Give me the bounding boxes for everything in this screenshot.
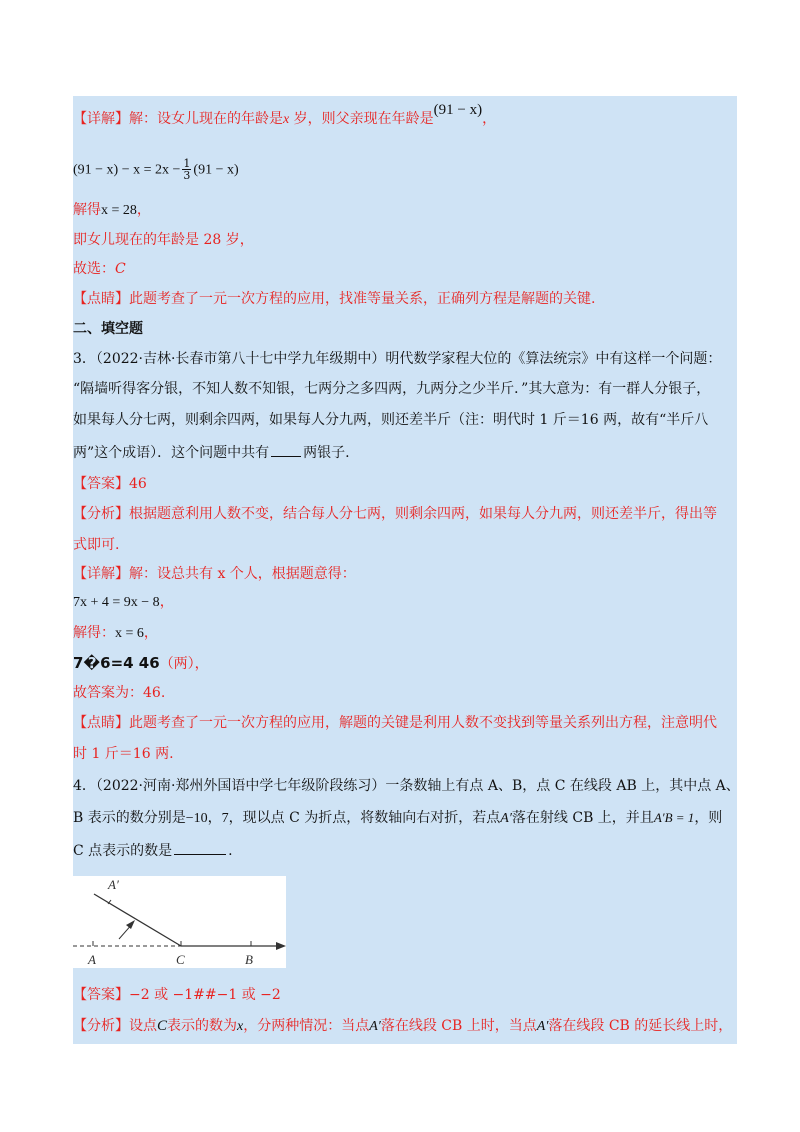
label-b: B (245, 952, 253, 967)
q4-stem-line2d: ，则 (694, 810, 723, 826)
q3-solve-eq: x = 6 (115, 626, 144, 641)
q2-solve-line (73, 200, 151, 221)
q3-analysis-text1: 根据题意利用人数不变，结合每人分七两，则剩余四两，如果每人分九两，则还差半斤，得出等 (129, 506, 717, 522)
q4-stem-aprime: A′ (500, 811, 512, 826)
q2-detail-var: x (283, 112, 290, 127)
q3-comment-line1 (73, 713, 717, 733)
q4-answer-line (73, 985, 281, 1005)
q2-frac-den: 3 (183, 169, 191, 182)
q3-eq1-comma: ， (159, 594, 174, 610)
q2-detail-line (73, 102, 497, 130)
q3-comment-line2: 时 1 斤＝16 两. (73, 746, 174, 762)
q3-comment-tag: 【点睛】 (73, 715, 129, 731)
q2-comment-tag: 【点睛】 (73, 291, 129, 307)
q2-solve-label: 解得 (73, 202, 101, 218)
q4-analysis-f: 落在线段 CB 的延长线上时， (548, 1018, 733, 1034)
q3-answer-value: 46 (129, 476, 147, 492)
q4-analysis-line (73, 1016, 732, 1037)
q3-detail-line (73, 564, 356, 584)
q2-detail-tag: 【详解】 (73, 111, 129, 127)
q3-stem-line4b: 两银子. (303, 445, 350, 461)
q2-detail-comma: ， (482, 111, 497, 127)
fold-arrow-head (126, 920, 135, 929)
q4-analysis-tag: 【分析】 (73, 1018, 129, 1034)
q3-stem-line4a: 两”这个成语）．这个问题中共有 (73, 445, 270, 461)
q4-stem-line3a: C 点表示的数是 (73, 843, 173, 859)
q2-detail-expr: (91 − x) (433, 102, 483, 118)
q4-stem-line3 (73, 840, 233, 861)
q3-answer-blank (271, 442, 301, 457)
q3-calc-unit: （两）， (159, 656, 209, 672)
q2-solve-comma: ， (136, 202, 151, 218)
q2-fraction (182, 158, 191, 181)
q3-equation-line (73, 592, 174, 613)
solution-content-area (73, 96, 740, 1044)
q2-comment-line (73, 289, 595, 309)
q4-analysis-b: 表示的数为 (167, 1018, 238, 1034)
q2-eq-left: (91 − x) − x = 2x − (73, 162, 181, 178)
label-a-prime: A′ (108, 877, 119, 892)
q3-answer-tag: 【答案】 (73, 476, 129, 492)
q2-choose-line (73, 259, 126, 279)
q4-analysis-x: x (237, 1019, 244, 1034)
q4-stem-line3b: . (228, 843, 233, 859)
q2-equation (73, 158, 239, 181)
number-line-diagram (73, 876, 286, 968)
folded-segment (94, 894, 181, 946)
label-c: C (176, 952, 185, 967)
q4-stem-line2b: ，现以点 C 为折点，将数轴向右对折，若点 (228, 810, 501, 826)
q4-analysis-a: 设点 (129, 1018, 157, 1034)
q4-analysis-e: 落在线段 CB 上时，当点 (380, 1018, 537, 1034)
q4-answer-blank (174, 840, 226, 855)
q4-stem-line2a: B 表示的数分别是 (73, 810, 186, 826)
q2-solve-eq: x = 28 (101, 203, 137, 218)
q3-eq1: 7x + 4 = 9x − 8 (73, 595, 160, 610)
q4-analysis-aprime1: A′ (369, 1019, 381, 1034)
section-heading: 二、填空题 (73, 321, 143, 337)
q2-choose-value: C (115, 261, 126, 277)
q3-stem-line2: “隔墙听得客分银，不知人数不知银，七两分之多四两，九两分之少半斤．”其大意为：有一群人分银子， (73, 381, 711, 397)
q2-age-line: 即女儿现在的年龄是 28 岁， (73, 232, 254, 248)
q2-choose-label: 故选： (73, 261, 115, 277)
q4-stem-nums: −10，7 (185, 811, 229, 826)
q3-stem-line1: 3．（2022·吉林·长春市第八十七中学九年级期中）明代数学家程大位的《算法统宗》中有这样一个问题： (73, 351, 722, 367)
q2-eq-right: (91 − x) (193, 162, 239, 178)
q2-detail-text-a: 解：设女儿现在的年龄是 (129, 111, 283, 127)
q3-analysis-line1 (73, 504, 717, 524)
q3-stem-line4 (73, 442, 350, 463)
axis-arrow-head (276, 942, 286, 950)
q3-comment-text1: 此题考查了一元一次方程的应用，解题的关键是利用人数不变找到等量关系列出方程，注意明代 (129, 715, 717, 731)
q3-detail-text: 解：设总共有 x 个人，根据题意得： (129, 566, 356, 582)
q3-final-line: 故答案为：46. (73, 685, 166, 701)
q3-analysis-line2: 式即可. (73, 537, 120, 553)
q4-analysis-aprime2: A′ (536, 1019, 549, 1034)
number-line-figure (73, 876, 286, 968)
q4-stem-eq: A′B = 1 (653, 810, 695, 825)
label-a: A (88, 952, 96, 967)
q3-analysis-tag: 【分析】 (73, 506, 129, 522)
q3-detail-tag: 【详解】 (73, 566, 129, 582)
q4-analysis-c: C (157, 1018, 168, 1034)
q3-solve-label: 解得： (73, 625, 115, 641)
q4-analysis-d: ，分两种情况：当点 (243, 1018, 370, 1034)
q3-solve-line (73, 623, 158, 644)
q3-solve-comma: ， (143, 625, 158, 641)
q3-answer-line (73, 474, 147, 494)
q3-calc-line (73, 653, 209, 674)
q4-stem-line2 (73, 808, 722, 829)
q2-comment-text: 此题考查了一元一次方程的应用，找准等量关系，正确列方程是解题的关键. (129, 291, 596, 307)
q4-answer-value: −2 或 −1##−1 或 −2 (129, 987, 281, 1003)
q3-stem-line3: 如果每人分七两，则剩余四两，如果每人分九两，则还差半斤（注：明代时 1 斤＝16 两，故有“半斤八 (73, 412, 709, 428)
q2-frac-num: 1 (183, 157, 191, 170)
q4-answer-tag: 【答案】 (73, 987, 129, 1003)
q4-stem-line2c: 落在射线 CB 上，并且 (511, 810, 654, 826)
q3-calc-text: 7�6=4 46 (73, 654, 160, 672)
q4-stem-line1: 4．（2022·河南·郑州外国语中学七年级阶段练习）一条数轴上有点 A、B，点 C 在线段 AB 上，其中点 A、 (73, 778, 740, 794)
q2-detail-text-b: 岁，则父亲现在年龄是 (289, 111, 434, 127)
